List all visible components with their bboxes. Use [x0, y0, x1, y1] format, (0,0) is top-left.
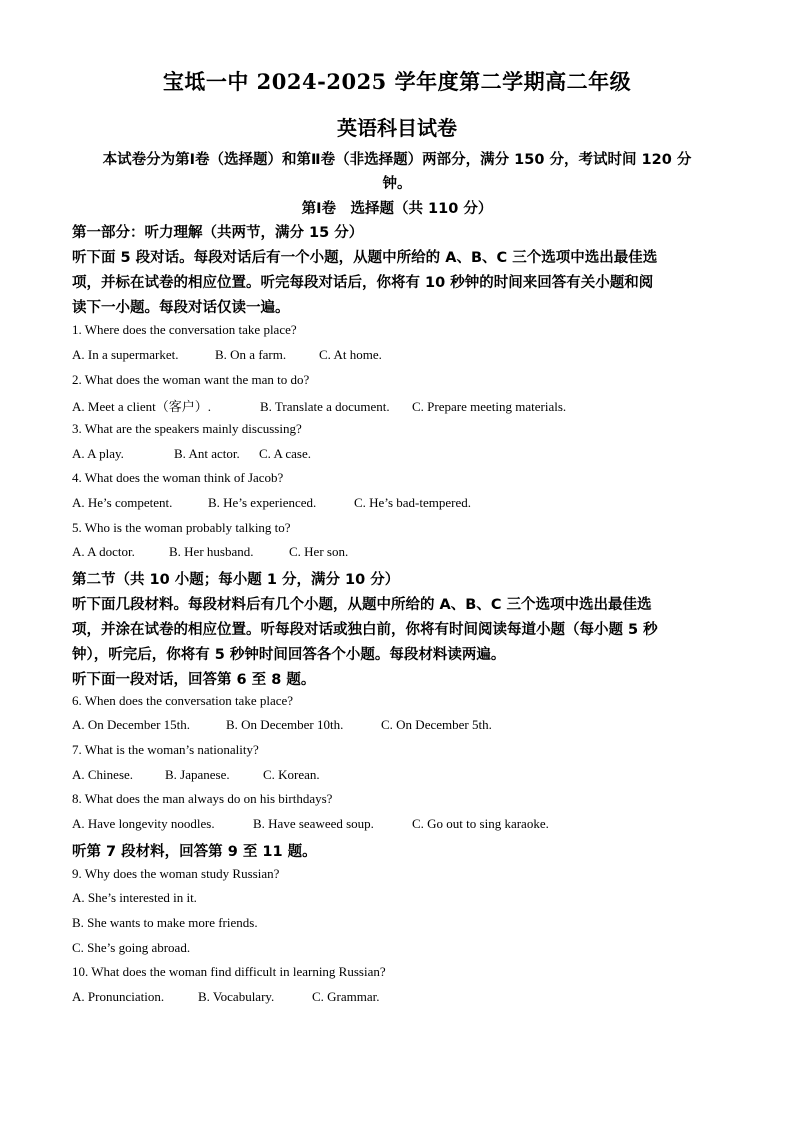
question-3-stem: 3. What are the speakers mainly discussing? [72, 421, 302, 436]
subsection-q6-8-heading: 听下面一段对话，回答第 6 至 8 题。 [72, 672, 316, 688]
question-2-stem: 2. What does the woman want the man to do? [72, 372, 310, 387]
question-3-option-c[interactable]: C. A case. [259, 446, 311, 461]
question-7-option-b[interactable]: B. Japanese. [165, 767, 230, 782]
question-6-option-c[interactable]: C. On December 5th. [381, 717, 492, 732]
intro-line-1: 本试卷分为第Ⅰ卷（选择题）和第Ⅱ卷（非选择题）两部分，满分 150 分，考试时间 120 分 [102, 152, 692, 168]
question-4-option-b[interactable]: B. He’s experienced. [208, 495, 317, 510]
question-8-options [72, 816, 549, 832]
section2-instruction-3: 钟），听完后，你将有 5 秒钟时间回答各个小题。每段材料读两遍。 [72, 647, 506, 663]
question-9-option-b[interactable]: B. She wants to make more friends. [72, 915, 258, 930]
question-4-option-c[interactable]: C. He’s bad-tempered. [354, 495, 471, 510]
subsection-q9-11-heading: 听第 7 段材料，回答第 9 至 11 题。 [72, 844, 317, 860]
question-10-options [72, 989, 380, 1005]
question-6-stem: 6. When does the conversation take place? [72, 693, 294, 708]
question-1-option-c[interactable]: C. At home. [319, 347, 382, 362]
question-9-option-c[interactable]: C. She’s going abroad. [72, 940, 191, 955]
exam-subject: 英语科目试卷 [337, 116, 457, 140]
part1-instruction-3: 读下一小题。每段对话仅读一遍。 [72, 300, 290, 316]
question-2-option-a[interactable]: A. Meet a client（客户）. [72, 399, 211, 414]
question-8-option-a[interactable]: A. Have longevity noodles. [72, 816, 215, 831]
intro-line-2: 钟。 [382, 176, 412, 192]
section2-heading: 第二节（共 10 小题；每小题 1 分，满分 10 分） [72, 572, 400, 588]
question-6-option-b[interactable]: B. On December 10th. [226, 717, 344, 732]
question-3-option-a[interactable]: A. A play. [72, 446, 124, 461]
question-1-option-a[interactable]: A. In a supermarket. [72, 347, 179, 362]
question-2-option-b[interactable]: B. Translate a document. [260, 399, 390, 414]
question-3-options [72, 446, 311, 462]
question-10-option-a[interactable]: A. Pronunciation. [72, 989, 165, 1004]
question-10-stem: 10. What does the woman find difficult in learning Russian? [72, 964, 386, 979]
question-5-options [72, 544, 348, 560]
exam-title: 宝坻一中 2024-2025 学年度第二学期高二年级 [162, 69, 632, 94]
question-2-options [72, 396, 566, 415]
question-1-option-b[interactable]: B. On a farm. [215, 347, 287, 362]
volume-heading: 第Ⅰ卷 选择题（共 110 分） [301, 201, 493, 217]
question-5-option-a[interactable]: A. A doctor. [72, 544, 135, 559]
question-4-options [72, 495, 471, 511]
part1-instruction-2: 项，并标在试卷的相应位置。听完每段对话后，你将有 10 秒钟的时间来回答有关小题和阅 [72, 275, 654, 291]
question-7-options [72, 767, 320, 783]
question-1-stem: 1. Where does the conversation take place? [72, 322, 297, 337]
question-10-option-c[interactable]: C. Grammar. [312, 989, 380, 1004]
question-4-stem: 4. What does the woman think of Jacob? [72, 470, 284, 485]
question-9-stem: 9. Why does the woman study Russian? [72, 866, 280, 881]
question-8-stem: 8. What does the man always do on his birthdays? [72, 791, 333, 806]
question-6-option-a[interactable]: A. On December 15th. [72, 717, 191, 732]
question-8-option-b[interactable]: B. Have seaweed soup. [253, 816, 374, 831]
question-9-option-a[interactable]: A. She’s interested in it. [72, 890, 197, 905]
part1-heading: 第一部分：听力理解（共两节，满分 15 分） [72, 225, 364, 241]
part1-instruction-1: 听下面 5 段对话。每段对话后有一个小题，从题中所给的 A、B、C 三个选项中选出最佳选 [72, 250, 658, 266]
question-1-options [72, 347, 382, 363]
question-7-stem: 7. What is the woman’s nationality? [72, 742, 259, 757]
question-7-option-c[interactable]: C. Korean. [263, 767, 320, 782]
question-6-options [72, 717, 492, 733]
section2-instruction-1: 听下面几段材料。每段材料后有几个小题，从题中所给的 A、B、C 三个选项中选出最佳选 [72, 597, 652, 613]
question-2-option-c[interactable]: C. Prepare meeting materials. [412, 399, 567, 414]
question-5-stem: 5. Who is the woman probably talking to? [72, 520, 291, 535]
section2-instruction-2: 项，并涂在试卷的相应位置。听每段对话或独白前，你将有时间阅读每道小题（每小题 5 秒 [72, 622, 658, 638]
question-4-option-a[interactable]: A. He’s competent. [72, 495, 173, 510]
question-5-option-b[interactable]: B. Her husband. [169, 544, 254, 559]
question-7-option-a[interactable]: A. Chinese. [72, 767, 134, 782]
question-5-option-c[interactable]: C. Her son. [289, 544, 349, 559]
question-10-option-b[interactable]: B. Vocabulary. [198, 989, 275, 1004]
question-3-option-b[interactable]: B. Ant actor. [174, 446, 240, 461]
question-8-option-c[interactable]: C. Go out to sing karaoke. [412, 816, 549, 831]
